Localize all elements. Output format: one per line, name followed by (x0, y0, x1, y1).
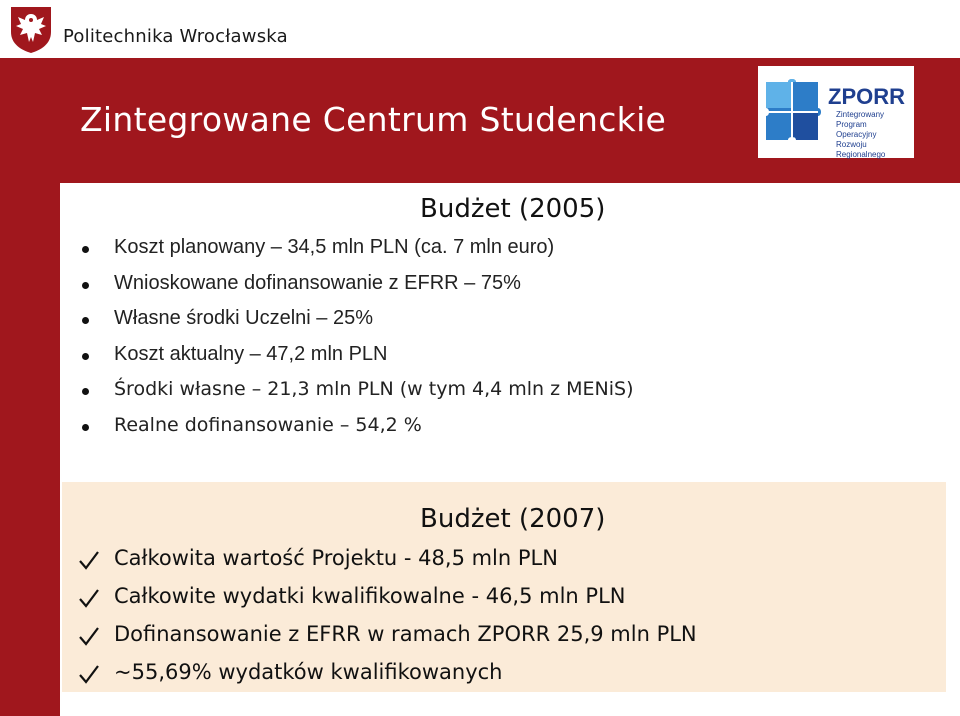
budget-2005-heading: Budżet (2005) (420, 194, 606, 224)
checkmark-icon (78, 625, 100, 647)
zporr-logo-name: ZPORR (828, 84, 905, 109)
budget-2005-list (82, 236, 634, 449)
bullet-icon (82, 388, 89, 395)
list-item: Własne środki Uczelni – 25% (82, 307, 634, 343)
list-item: ~55,69% wydatków kwalifikowanych (76, 660, 697, 698)
bullet-icon (82, 246, 89, 253)
puzzle-icon (764, 78, 822, 144)
institution-name: Politechnika Wrocławska (63, 26, 288, 47)
list-item: Całkowite wydatki kwalifikowalne - 46,5 mln PLN (76, 584, 697, 622)
list-item: Koszt planowany – 34,5 mln PLN (ca. 7 mln euro) (82, 236, 634, 272)
budget-2007-list (76, 546, 697, 698)
bullet-icon (82, 353, 89, 360)
left-red-strip (0, 58, 60, 716)
page-title: Zintegrowane Centrum Studenckie (80, 100, 667, 139)
budget-2007-heading: Budżet (2007) (420, 504, 606, 534)
checkmark-icon (78, 587, 100, 609)
top-header (0, 0, 960, 58)
checkmark-icon (78, 663, 100, 685)
list-item: Koszt aktualny – 47,2 mln PLN (82, 343, 634, 379)
bullet-icon (82, 424, 89, 431)
list-item: Środki własne – 21,3 mln PLN (w tym 4,4 mln z MENiS) (82, 378, 634, 414)
list-item: Wnioskowane dofinansowanie z EFRR – 75% (82, 272, 634, 308)
list-item: Całkowita wartość Projektu - 48,5 mln PLN (76, 546, 697, 584)
list-item: Dofinansowanie z EFRR w ramach ZPORR 25,9 mln PLN (76, 622, 697, 660)
checkmark-icon (78, 549, 100, 571)
zporr-logo-subtitle: Zintegrowany Program Operacyjny Rozwoju Regionalnego (836, 110, 886, 159)
bullet-icon (82, 317, 89, 324)
bullet-icon (82, 282, 89, 289)
budget-2007-box (62, 482, 946, 692)
eagle-emblem-icon (6, 4, 56, 54)
zporr-logo (758, 66, 914, 158)
list-item: Realne dofinansowanie – 54,2 % (82, 414, 634, 450)
